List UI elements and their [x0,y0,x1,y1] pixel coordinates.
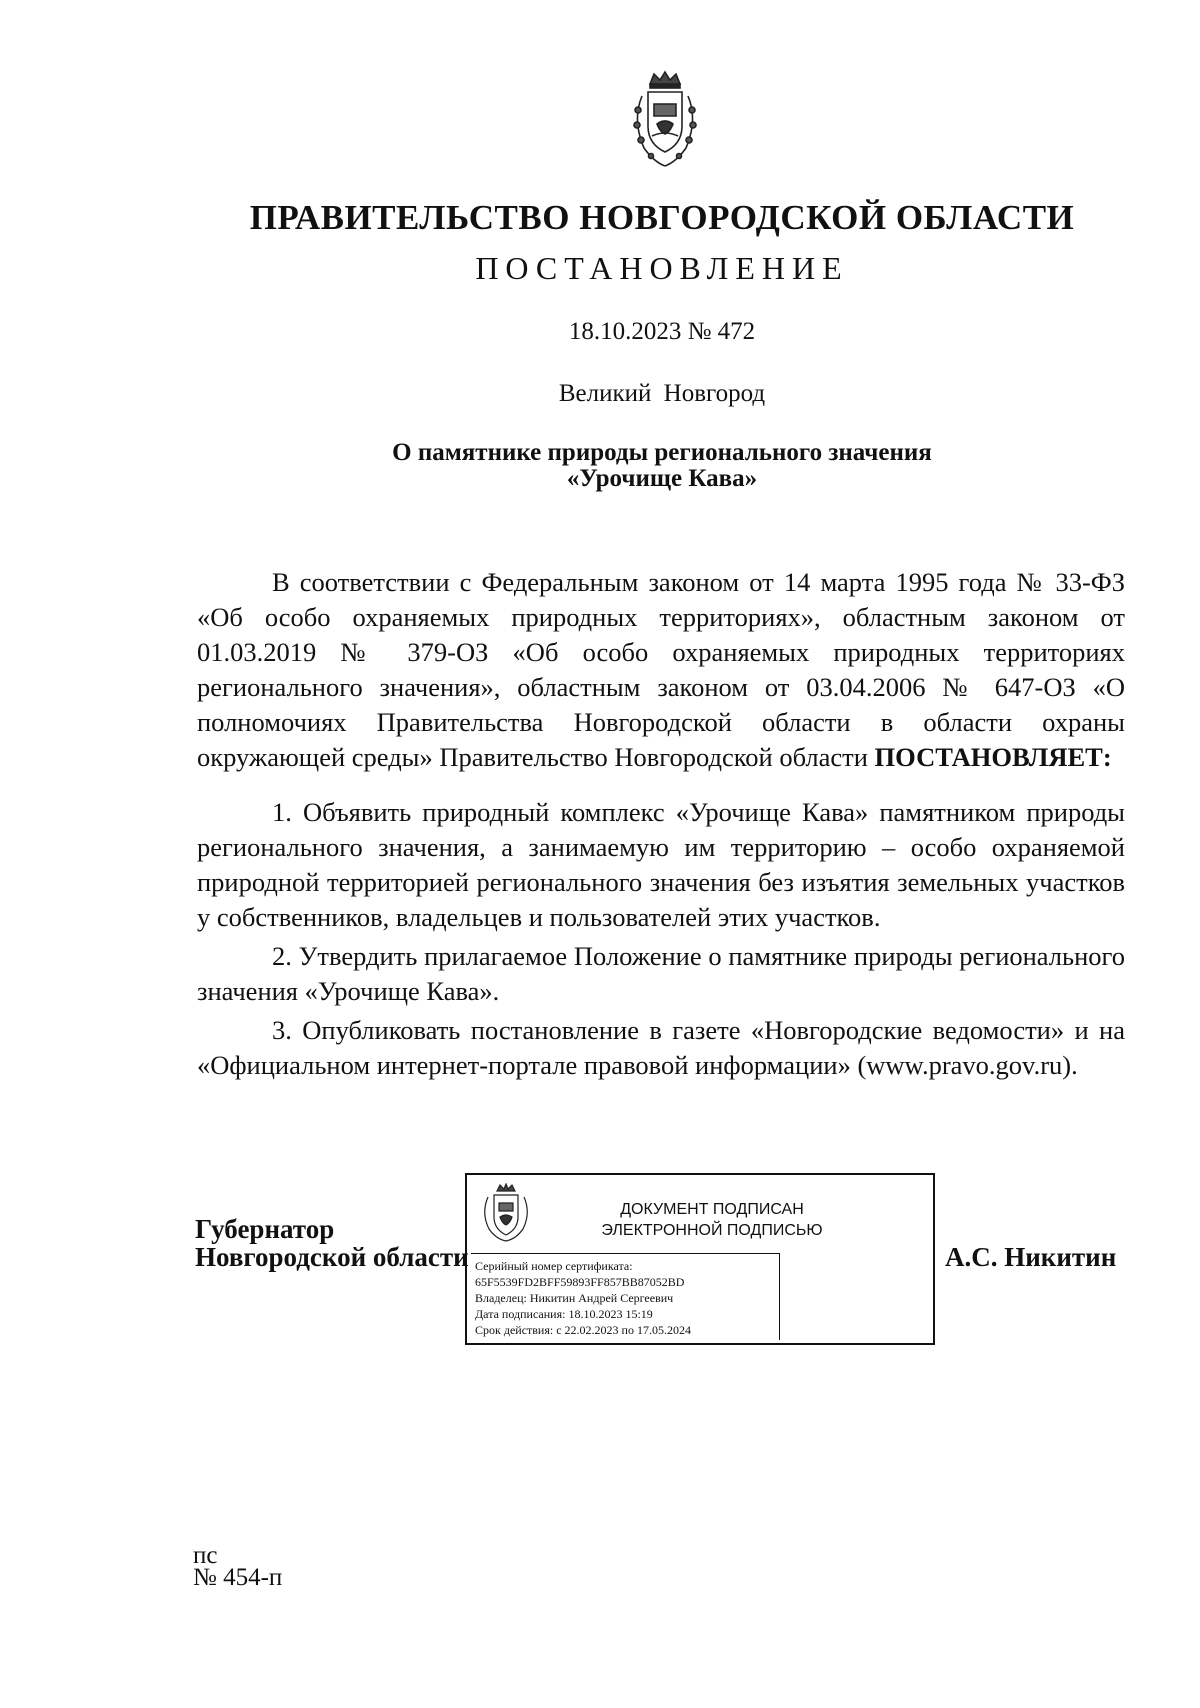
certificate-signed-date: Дата подписания: 18.10.2023 15:19 [475,1307,653,1321]
signatory-position [195,1215,469,1271]
certificate-serial-label: Серийный номер сертификата: [475,1259,633,1273]
certificate-validity: Срок действия: с 22.02.2023 по 17.05.2024 [475,1323,691,1337]
registration-mark-line-1: пс [193,1542,218,1569]
coat-of-arms-icon [624,70,706,170]
document-place: Великий Новгород [558,380,766,407]
stamp-heading [552,1199,872,1241]
stamp-heading-line-2: ЭЛЕКТРОННОЙ ПОДПИСЬЮ [601,1222,823,1239]
subject-line-1: О памятнике природы регионального значения [392,439,932,466]
preamble-paragraph [197,565,1125,775]
subject-line-2: «Урочище Кава» [566,465,758,492]
resolves-keyword: ПОСТАНОВЛЯЕТ: [874,742,1112,772]
document-type: ПОСТАНОВЛЕНИЕ [475,250,849,286]
organization-title: ПРАВИТЕЛЬСТВО НОВГОРОДСКОЙ ОБЛАСТИ [249,198,1075,237]
document-subject [62,440,1200,492]
document-date-number: 18.10.2023 № 472 [568,318,756,345]
preamble-text: В соответствии с Федеральным законом от 14 марта 1995 года № 33-ФЗ «Об особо охраняемых природных территориях», областным законом от 01.03.2019 № 379-ОЗ «Об особо охраняемых природных территориях регионального значения», областным законом от 03.04.2006 № 647-ОЗ «О полномочиях Правительства Новгородской области в области охраны окружающей среды» Правительство Новгородской области [197,567,1125,772]
resolution-item-2: 2. Утвердить прилагаемое Положение о памятнике природы регионального значения «Урочище Кава». [197,941,1125,1006]
certificate-serial-value: 65F5539FD2BFF59893FF857BB87052BD [475,1275,685,1289]
registration-mark-line-2: № 454-п [193,1564,283,1591]
signatory-name: А.С. Никитин [945,1242,1117,1272]
resolution-item-1: 1. Объявить природный комплекс «Урочище Кава» памятником природы регионального значения, а занимаемую им территорию – особо охраняемой природной территорией регионального значения без изъятия земельных участков у собственников, владельцев и пользователей этих участков. [197,797,1125,932]
electronic-signature-stamp [465,1173,935,1345]
certificate-details [471,1253,780,1340]
resolution-items [197,795,1125,1083]
stamp-heading-line-1: ДОКУМЕНТ ПОДПИСАН [620,1201,804,1218]
certificate-owner: Владелец: Никитин Андрей Сергеевич [475,1291,674,1305]
stamp-coat-of-arms-icon [476,1183,536,1243]
resolution-item-3: 3. Опубликовать постановление в газете «Новгородские ведомости» и на «Официальном интернет-портале правовой информации» (www.pravo.gov.ru). [197,1015,1125,1080]
signatory-position-line-2: Новгородской области [195,1242,469,1272]
signatory-position-line-1: Губернатор [195,1214,335,1244]
registration-mark [193,1542,283,1591]
